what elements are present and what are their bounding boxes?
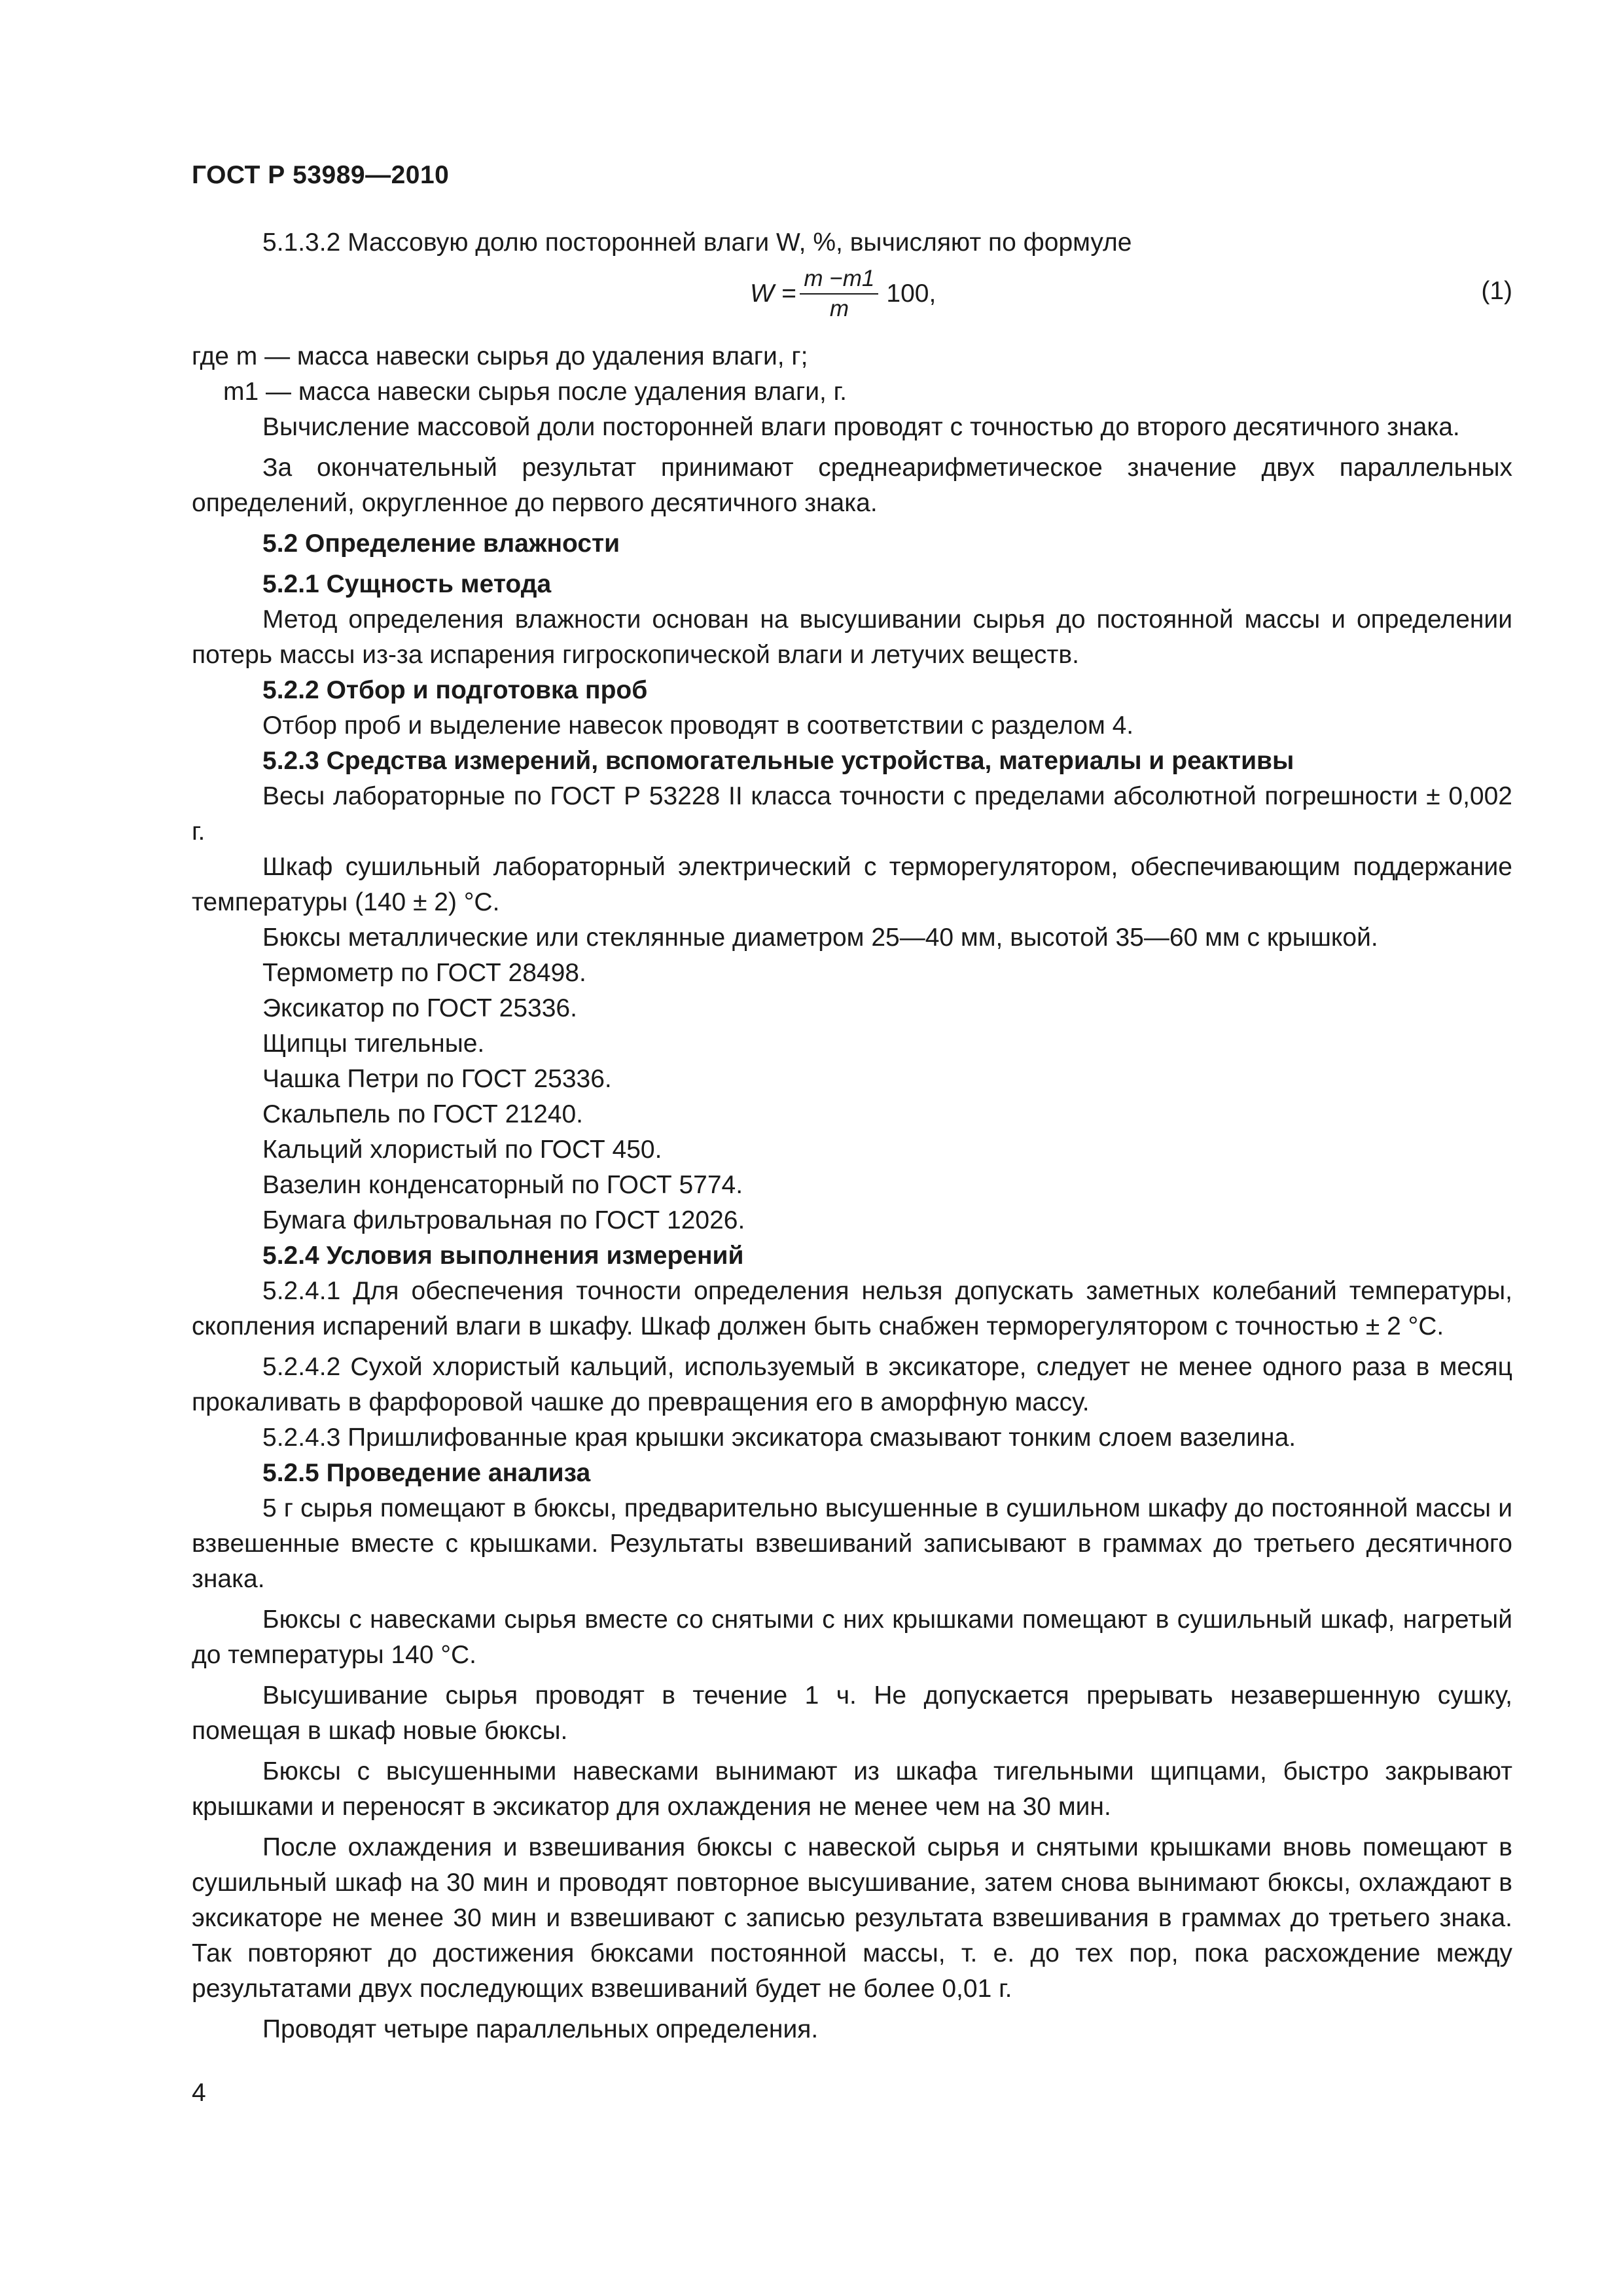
formula-intro: 5.1.3.2 Массовую долю посторонней влаги W, %, вычисляют по формуле xyxy=(262,228,1132,257)
section-5-2-5-heading: 5.2.5 Проведение анализа xyxy=(262,1459,591,1487)
section-5-2-heading: 5.2 Определение влажности xyxy=(262,529,620,558)
condition-paragraph: 5.2.4.3 Пришлифованные края крышки эксикатора смазывают тонким слоем вазелина. xyxy=(262,1424,1296,1452)
where-line-m: где m — масса навески сырья до удаления влаги, г; xyxy=(192,342,808,370)
section-5-2-2-heading: 5.2.2 Отбор и подготовка проб xyxy=(262,676,648,704)
equipment-item: Кальций хлористый по ГОСТ 450. xyxy=(262,1136,662,1164)
formula-denominator: m xyxy=(829,296,849,321)
section-5-2-4-heading: 5.2.4 Условия выполнения измерений xyxy=(262,1242,744,1270)
equipment-item: Термометр по ГОСТ 28498. xyxy=(262,959,586,987)
equipment-item: Весы лабораторные по ГОСТ Р 53228 II класса точности с пределами абсолютной погрешности ± 0,002 г. xyxy=(192,782,1512,846)
precision-paragraph: Вычисление массовой доли посторонней влаги проводят с точностью до второго десятичного знака. xyxy=(262,413,1460,441)
document-body xyxy=(192,225,1512,2047)
section-5-2-2-text: Отбор проб и выделение навесок проводят в соответствии с разделом 4. xyxy=(262,711,1134,740)
equipment-item: Шкаф сушильный лабораторный электрический с терморегулятором, обеспечивающим поддержание температуры (140 ± 2) °С. xyxy=(192,853,1512,916)
procedure-paragraph: Проводят четыре параллельных определения. xyxy=(262,2015,819,2043)
procedure-paragraph: Высушивание сырья проводят в течение 1 ч. Не допускается прерывать незавершенную сушку, помещая в шкаф новые бюксы. xyxy=(192,1681,1512,1745)
formula-tail: 100, xyxy=(886,279,936,308)
final-result-paragraph: За окончательный результат принимают среднеарифметическое значение двух параллельных определений, округленное до первого десятичного знака. xyxy=(192,454,1512,517)
procedure-paragraph: 5 г сырья помещают в бюксы, предварительно высушенные в сушильном шкафу до постоянной массы и взвешенные вместе с крышками. Результаты взвешиваний записывают в граммах до третьего десятичного знака. xyxy=(192,1494,1512,1593)
equipment-item: Чашка Петри по ГОСТ 25336. xyxy=(262,1065,612,1093)
procedure-paragraph: Бюксы с высушенными навесками вынимают из шкафа тигельными щипцами, быстро закрывают крышками и переносят в эксикатор для охлаждения не менее чем на 30 мин. xyxy=(192,1757,1512,1821)
equipment-item: Бюксы металлические или стеклянные диаметром 25—40 мм, высотой 35—60 мм с крышкой. xyxy=(262,924,1378,952)
formula-numerator: m −m1 xyxy=(800,264,878,295)
formula-fraction xyxy=(800,264,878,323)
section-5-2-1-text: Метод определения влажности основан на высушивании сырья до постоянной массы и определении потерь массы из-за испарения гигроскопической влаги и летучих веществ. xyxy=(192,605,1512,669)
condition-paragraph: 5.2.4.1 Для обеспечения точности определения нельзя допускать заметных колебаний температуры, скопления испарений влаги в шкафу. Шкаф должен быть снабжен терморегулятором с точностью ± 2 °С. xyxy=(192,1277,1512,1340)
formula-row xyxy=(192,262,1512,335)
condition-paragraph: 5.2.4.2 Сухой хлористый кальций, используемый в эксикаторе, следует не менее одного раза в месяц прокаливать в фарфоровой чашке до превращения его в аморфную массу. xyxy=(192,1353,1512,1416)
procedure-paragraph: После охлаждения и взвешивания бюксы с навеской сырья и снятыми крышками вновь помещают в сушильный шкаф на 30 мин и проводят повторное высушивание, затем снова вынимают бюксы, охлаждают в эксикаторе не менее 30 мин и взвешивают с записью результата взвешивания в граммах до третьего знака. Так повторяют до достижения бюксами постоянной массы, т. е. до тех пор, пока расхождение между результатами двух последующих взвешиваний будет не более 0,01 г. xyxy=(192,1833,1512,2003)
page-number: 4 xyxy=(192,2079,206,2107)
formula-lhs: W = xyxy=(750,279,796,308)
where-line-m1: m1 — масса навески сырья после удаления влаги, г. xyxy=(223,378,847,406)
equipment-item: Вазелин конденсаторный по ГОСТ 5774. xyxy=(262,1171,743,1199)
section-5-2-1-heading: 5.2.1 Сущность метода xyxy=(262,570,552,598)
formula-w xyxy=(750,264,936,323)
procedure-paragraph: Бюксы с навесками сырья вместе со снятыми с них крышками помещают в сушильный шкаф, нагретый до температуры 140 °С. xyxy=(192,1605,1512,1669)
document-header-code: ГОСТ Р 53989—2010 xyxy=(192,161,450,189)
equipment-item: Скальпель по ГОСТ 21240. xyxy=(262,1100,583,1128)
equipment-item: Щипцы тигельные. xyxy=(262,1030,485,1058)
section-5-2-3-heading: 5.2.3 Средства измерений, вспомогательные устройства, материалы и реактивы xyxy=(262,747,1294,775)
equipment-item: Бумага фильтровальная по ГОСТ 12026. xyxy=(262,1206,745,1234)
equation-number: (1) xyxy=(1481,277,1512,305)
equipment-item: Эксикатор по ГОСТ 25336. xyxy=(262,994,577,1022)
